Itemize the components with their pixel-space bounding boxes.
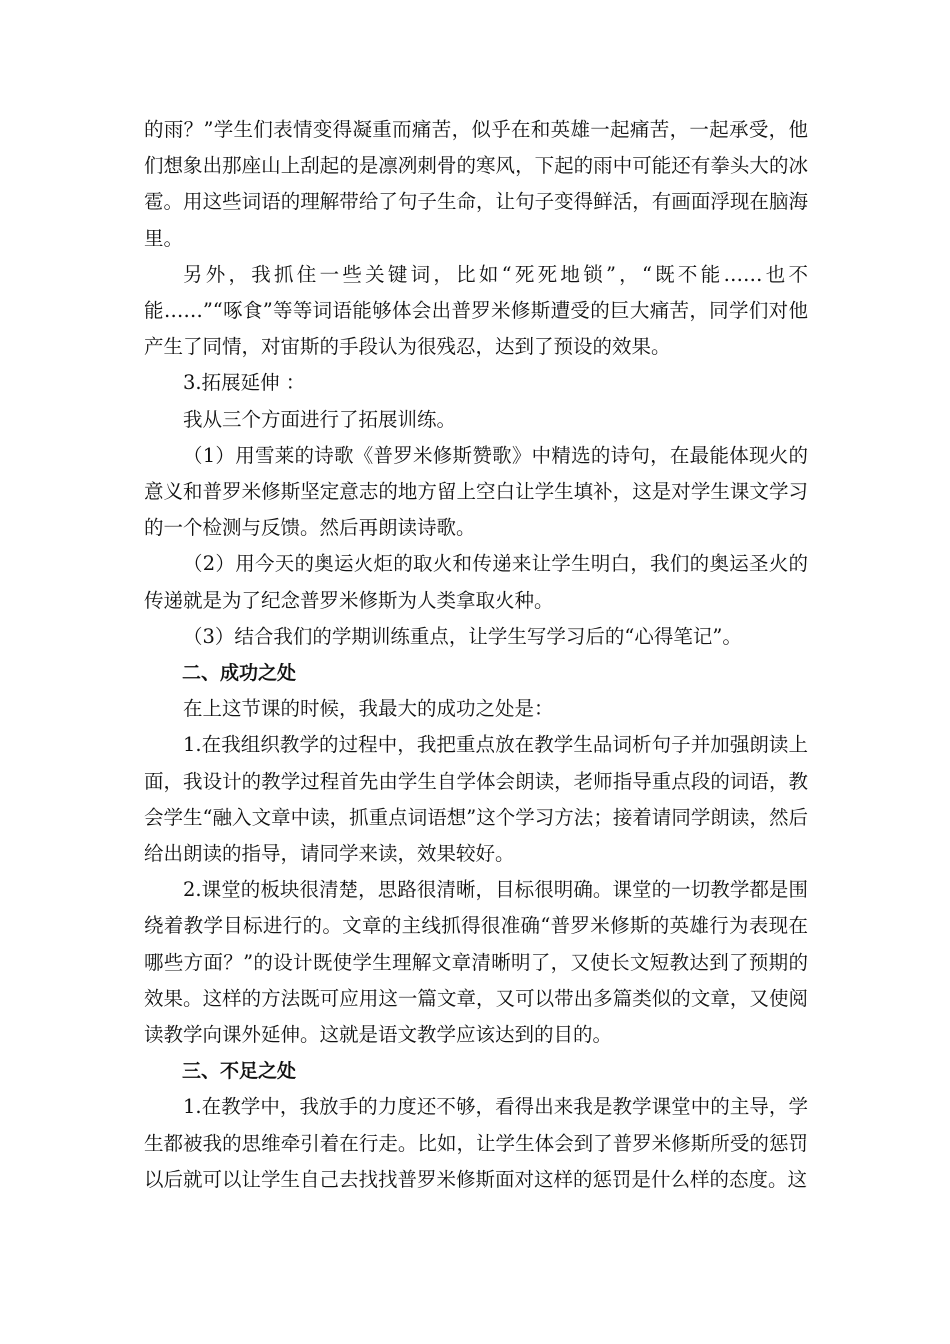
list-item: （3）结合我们的学期训练重点，让学生写学习后的“心得笔记”。 xyxy=(183,624,742,648)
paragraph: 在上这节课的时候，我最大的成功之处是： xyxy=(183,697,554,721)
section-heading-success: 二、成功之处 xyxy=(182,662,297,685)
paragraph: 的雨？”学生们表情变得凝重而痛苦，似乎在和英雄一起痛苦，一起承受，他们想象出那座山上刮起的是凛冽刺骨的寒风，下起的雨中可能还有拳头大的冰雹。用这些词语的理解带给了句子生命，让句子变得鲜活，有画面浮现在脑海里。 xyxy=(144,118,808,250)
list-item: （2）用今天的奥运火炬的取火和传递来让学生明白，我们的奥运圣火的传递就是为了纪念普罗米修斯为人类拿取火种。 xyxy=(144,552,808,612)
list-item: （1）用雪莱的诗歌《普罗米修斯赞歌》中精选的诗句，在最能体现火的意义和普罗米修斯坚定意志的地方留上空白让学生填补，这是对学生课文学习的一个检测与反馈。然后再朗读诗歌。 xyxy=(144,443,808,540)
paragraph: 另外，我抓住一些关键词，比如“死死地锁”，“既不能……也不能……”“啄食”等等词语能够体会出普罗米修斯遭受的巨大痛苦，同学们对他产生了同情，对宙斯的手段认为很残忍，达到了预设的效果。 xyxy=(144,262,808,359)
paragraph: 2.课堂的板块很清楚，思路很清晰，目标很明确。课堂的一切教学都是围绕着教学目标进行的。文章的主线抓得很准确“普罗米修斯的英雄行为表现在哪些方面？”的设计既使学生理解文章清晰明了，又使长文短教达到了预期的效果。这样的方法既可应用这一篇文章，又可以带出多篇类似的文章，又使阅读教学向课外延伸。这就是语文教学应该达到的目的。 xyxy=(144,878,808,1047)
subsection-label: 3.拓展延伸 ： xyxy=(183,371,306,395)
paragraph: 1.在教学中，我放手的力度还不够，看得出来我是教学课堂中的主导，学生都被我的思维牵引着在行走。比如，让学生体会到了普罗米修斯所受的惩罚以后就可以让学生自己去找找普罗米修斯面对这样的惩罚是什么样的态度。这 xyxy=(144,1095,808,1191)
paragraph: 1.在我组织教学的过程中，我把重点放在教学生品词析句子并加强朗读上面，我设计的教学过程首先由学生自学体会朗读，老师指导重点段的词语，教会学生“融入文章中读，抓重点词语想”这个学习方法；接着请同学朗读，然后给出朗读的指导，请同学来读，效果较好。 xyxy=(144,733,808,866)
paragraph: 我从三个方面进行了拓展训练。 xyxy=(183,407,457,431)
section-heading-shortcomings: 三、不足之处 xyxy=(182,1060,297,1083)
document-body xyxy=(144,112,808,1198)
